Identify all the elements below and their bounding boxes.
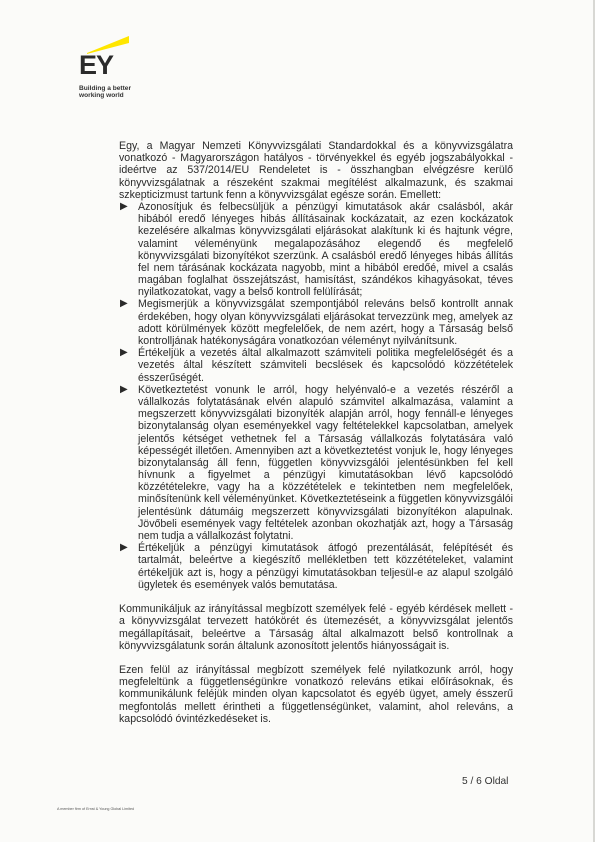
arrow-bullet-icon: ▶ bbox=[120, 542, 128, 554]
tagline-line-1: Building a better bbox=[79, 85, 132, 92]
communication-paragraph: Kommunikáljuk az irányítással megbízott személyek felé - egyéb kérdések mellett - a könyvvizsgálat tervezett hatókörét és ütemezését, a könyvvizsgálat jelentős megállapításait, beleértve a Társaság által alkalmazott belső kontrollnak a könyvvizsgálatunk során általunk azonosított jelentős hiányosságait is. bbox=[119, 603, 513, 652]
page-number: 5 / 6 Oldal bbox=[462, 776, 509, 787]
ey-logo bbox=[79, 33, 139, 113]
tagline-line-2: working world bbox=[79, 92, 124, 100]
arrow-bullet-icon: ▶ bbox=[120, 200, 128, 212]
intro-paragraph: Egy, a Magyar Nemzeti Könyvvizsgálati Standardokkal és a könyvvizsgálatra vonatkozó - Magyarországon hatályos - törvényekkel és egyéb jogszabályokkal - ideértve az 537/2014/EU Rendeletet is - összhangban elvégzésre kerülő könyvvizsgálatnak a részeként szakmai megítélést alkalmazunk, és szakmai szkepticizmust tartunk fenn a könyvvizsgálat egésze során. Emellett: bbox=[119, 140, 513, 201]
list-item-text: Értékeljük a vezetés által alkalmazott számviteli politika megfelelőségét és a vezetés által készített számviteli becslések és kapcsolódó közzétételek ésszerűségét. bbox=[138, 347, 513, 384]
independence-paragraph: Ezen felül az irányítással megbízott személyek felé nyilatkozunk arról, hogy megfeleltünk a függetlenségünkre vonatkozó releváns etikai előírásoknak, és kommunikálunk feléjük minden olyan kapcsolatot és egyéb ügyet, amely ésszerű megfontolás mellett érintheti a függetlenségünket, valamint, ahol releváns, a kapcsolódó óvintézkedéseket is. bbox=[119, 664, 513, 725]
list-item bbox=[119, 347, 513, 384]
arrow-bullet-icon: ▶ bbox=[120, 383, 128, 395]
procedure-list bbox=[119, 201, 513, 591]
list-item-text: Értékeljük a pénzügyi kimutatások átfogó prezentálását, felépítését és tartalmát, beleértve a kiegészítő mellékletben tett közzétételeket, valamint értékeljük azt is, hogy a pénzügyi kimutatásokban teljesül-e az alapul szolgáló ügyletek és események valós bemutatása. bbox=[138, 542, 513, 591]
list-item bbox=[119, 384, 513, 542]
list-item bbox=[119, 201, 513, 299]
footer-note: A member firm of Ernst & Young Global Limited bbox=[57, 807, 135, 811]
list-item bbox=[119, 542, 513, 591]
arrow-bullet-icon: ▶ bbox=[120, 298, 128, 310]
document-body bbox=[119, 140, 513, 725]
arrow-bullet-icon: ▶ bbox=[120, 347, 128, 359]
brand-tagline bbox=[79, 85, 131, 100]
list-item-text: Megismerjük a könyvvizsgálat szempontjából releváns belső kontrollt annak érdekében, hogy olyan könyvvizsgálati eljárásokat tervezzünk meg, amelyek az adott körülmények között megfelelőek, de nem azért, hogy a Társaság belső kontrolljának hatékonyságára vonatkozóan véleményt nyilvánítsunk. bbox=[138, 298, 513, 347]
list-item-text: Következtetést vonunk le arról, hogy helyénvaló-e a vezetés részéről a vállalkozás folytatásának elvén alapuló számvitel alkalmazása, valamint a megszerzett könyvvizsgálati bizonyíték alapján arról, hogy fennáll-e lényeges bizonytalanság olyan eseményekkel vagy feltételekkel kapcsolatban, amelyek jelentős kétséget vethetnek fel a Társaság vállalkozás folytatására való képességét illetően. Amennyiben azt a következtetést vonjuk le, hogy lényeges bizonytalanság áll fenn, független könyvvizsgálói jelentésünkben fel kell hívnunk a figyelmet a pénzügyi kimutatásokban lévő kapcsolódó közzétételekre, vagy ha a közzétételek e tekintetben nem megfelelőek, minősítenünk kell véleményünket. Következtetéseink a független könyvvizsgálói jelentésünk dátumáig megszerzett könyvvizsgálati bizonyítékon alapulnak. Jövőbeli események vagy feltételek azonban okozhatják azt, hogy a Társaság nem tudja a vállalkozást folytatni. bbox=[138, 383, 513, 542]
list-item-text: Azonosítjuk és felbecsüljük a pénzügyi kimutatások akár csalásból, akár hibából eredő lényeges hibás állításainak kockázatait, az ezen kockázatok kezelésére alkalmas könyvvizsgálati eljárásokat alakítunk ki és hajtunk végre, valamint véleményünk megalapozásához elegendő és megfelelő könyvvizsgálati bizonyítékot szerzünk. A csalásból eredő lényeges hibás állítás fel nem tárásának kockázata nagyobb, mint a hibából eredőé, mivel a csalás magában foglalhat összejátszást, hamisítást, szándékos kihagyásokat, téves nyilatkozatokat, vagy a belső kontroll felülírását; bbox=[138, 200, 513, 299]
list-item bbox=[119, 298, 513, 347]
brand-mark: EY bbox=[79, 50, 114, 80]
